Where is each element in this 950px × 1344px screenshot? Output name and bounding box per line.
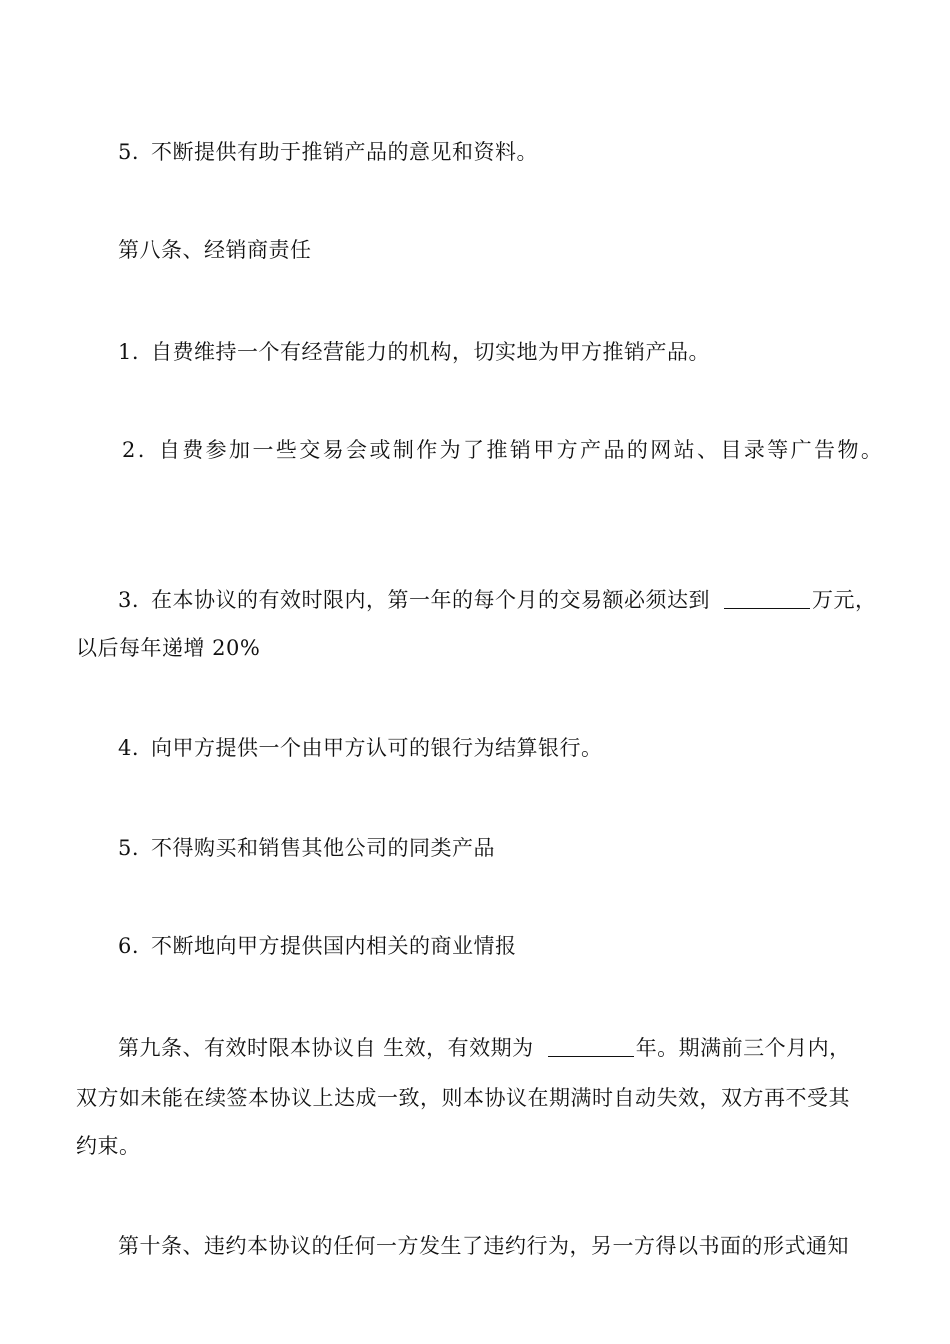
item-6: 6. 不断地向甲方提供国内相关的商业情报 [118,934,517,958]
item-3-line-2: 以后每年递增 20% [76,636,261,660]
item-5-advice: 5. 不断提供有助于推销产品的意见和资料。 [118,140,539,164]
amount-blank [724,588,810,609]
item-4: 4. 向甲方提供一个由甲方认可的银行为结算银行。 [118,736,603,760]
item-1: 1. 自费维持一个有经营能力的机构，切实地为甲方推销产品。 [118,340,711,364]
item-5-competitors: 5. 不得购买和销售其他公司的同类产品 [118,836,496,860]
article-8-heading: 第八条、经销商责任 [118,238,312,262]
article-9-line-3: 约束。 [76,1134,141,1158]
article-9-line-2: 双方如未能在续签本协议上达成一致，则本协议在期满时自动失效，双方再不受其 [76,1086,850,1110]
article-9-line-1: 第九条、有效时限本协议自 生效，有效期为 年。期满前三个月内， [118,1036,851,1060]
item-2: 2. 自费参加一些交易会或制作为了推销甲方产品的网站、目录等广告物。 [122,438,885,462]
item-3-line-1: 3. 在本协议的有效时限内，第一年的每个月的交易额必须达到 万元， [118,588,877,612]
term-years-blank [548,1036,634,1057]
article-10: 第十条、违约本协议的任何一方发生了违约行为，另一方得以书面的形式通知 [118,1234,849,1258]
